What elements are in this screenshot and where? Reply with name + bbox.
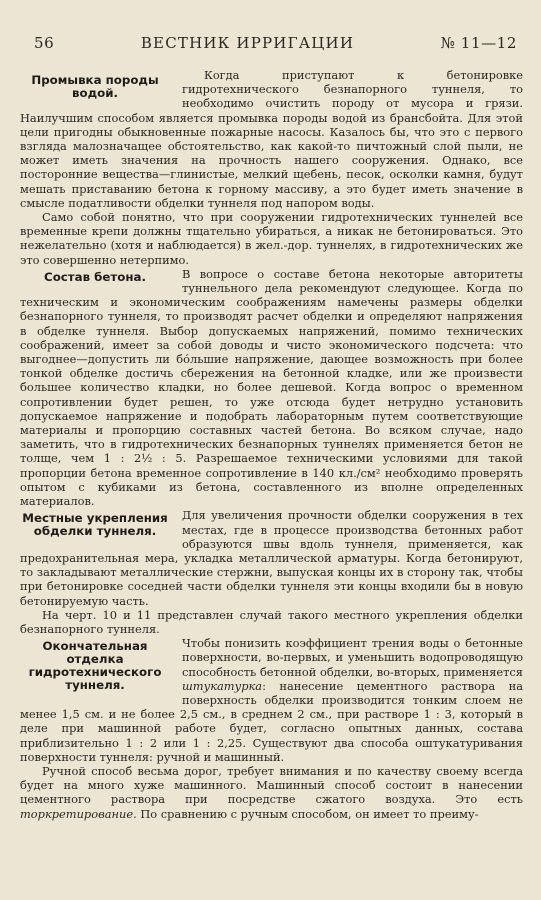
running-header [20, 34, 523, 52]
paragraph: Когда приступают к бетонировке гидротехнического безнапорного туннеля, то необходимо очистить породу от мусора и грязи. Наилучшим способом является промывка породы водой из брансбойта. Для этой цели пригодны обыкновенные пожарные насосы. Казалось бы, что это с первого взгляда малозначащее обстоятельство, как какой-то пичтожный слой пыли, не может иметь значения на прочность нашего сооружения. Однако, все посторонние вещества—глинистые, мелкий щебень, песок, осколки камня, будут мешать приставанию бетона к горному массиву, а это будет иметь значение в смысле податливости обделки туннеля под напором воды. [20, 68, 523, 210]
text-run: Ручной способ весьма дорог, требует внимания и по качеству своему всегда будет на много хуже машинного. Машинный способ состоит в нанесении цементного раствора при посредстве сжатого воздуха. Это есть [20, 763, 523, 807]
issue-number: № 11—12 [440, 34, 517, 52]
emphasis-plaster: штукатурка [182, 678, 263, 693]
text-run: : нанесение цементного раствора на поверхность обделки производится тонким слоем не менее 1,5 см. и не более 2,5 см., в среднем 2 см., при растворе 1 : 3, который в деле при машинной работе будет, согласно опытных данных, состава приблизительно 1 : 2 или 1 : 2,25. Существуют два способа оштукатуривания поверхности туннеля: ручной и машинный. [20, 678, 523, 764]
paragraph: Само собой понятно, что при сооружении гидротехнических туннелей все временные крепи должны тщательно убираться, а никак не бетонироваться. Это нежелательно (хотя и наблюдается) в жел.-дор. туннелях, в гидротехнических же это совершенно нетерпимо. [20, 210, 523, 267]
paragraph: В вопросе о составе бетона некоторые авторитеты туннельного дела рекомендуют следующее. Когда по техническим и экономическим соображениям намечены размеры обделки безнапорного туннеля, то производят расчет обделки и определяют напряжения в обделке туннеля. Выбор допускаемых напряжений, помимо технических соображений, имеет за собой доводы и чисто экономического подсчета: что выгоднее—допустить ли бо́льшие напряжение, дающее возможность при более тонкой обделке достичь сбережения на бетонной кладке, или же произвести большее количество кладки, но более дешевой. Когда вопрос о временном сопротивлении будет решен, то уже отсюда будет нетрудно установить допускаемое напряжение и подобрать лабораторным путем соответствующие материалы и пропорцию составных частей бетона. Во всяком случае, надо заметить, что в гидротехнических безнапорных туннелях применяется бетон не толще, чем 1 : 2½ : 5. Разрешаемое техническими условиями для такой пропорции бетона временное сопротивление в 140 кл./см² необходимо проверять опытом с кубиками из бетона, составленного из вполне определенных материалов. [20, 266, 523, 509]
paragraph [20, 764, 523, 821]
text-run: . По сравнению с ручным способом, он имеет то преиму- [133, 806, 479, 821]
section-heading: Состав бетона. [44, 269, 146, 284]
page-number: 56 [34, 34, 55, 52]
paragraph: Для увеличения прочности обделки сооружения в тех местах, где в процессе производства бетонных работ образуются швы вдоль туннеля, применяется, как предохранительная мера, укладка металлической арматуры. Когда бетонируют, то закладывают металлические стержни, выпуская концы их в сторону так, чтобы при бетонировке соседней части обделки туннеля эти концы входили бы в новую бетонируемую часть. [20, 508, 523, 608]
section-heading: Местные укрепления обделки туннеля. [22, 511, 168, 539]
emphasis-shotcrete: торкретирование [20, 806, 134, 821]
section-local-reinforcement [20, 508, 523, 636]
paragraph: На черт. 10 и 11 представлен случай такого местного укрепления обделки безнапорного туннеля. [20, 607, 523, 636]
section-washing [20, 68, 523, 267]
journal-title: ВЕСТНИК ИРРИГАЦИИ [140, 34, 355, 52]
text-run: Чтобы понизить коэффициент трения воды о бетонные поверхности, во-первых, и уменьшить водопроводящую способность бетонной обделки, во-вторых, применяется [182, 636, 523, 679]
section-heading: Промывка породы водой. [31, 73, 159, 100]
article-body [20, 68, 523, 821]
section-heading: Окончательная отделка гидротехнического туннеля. [28, 639, 162, 693]
section-final-finishing [20, 636, 523, 821]
section-concrete-composition [20, 267, 523, 508]
